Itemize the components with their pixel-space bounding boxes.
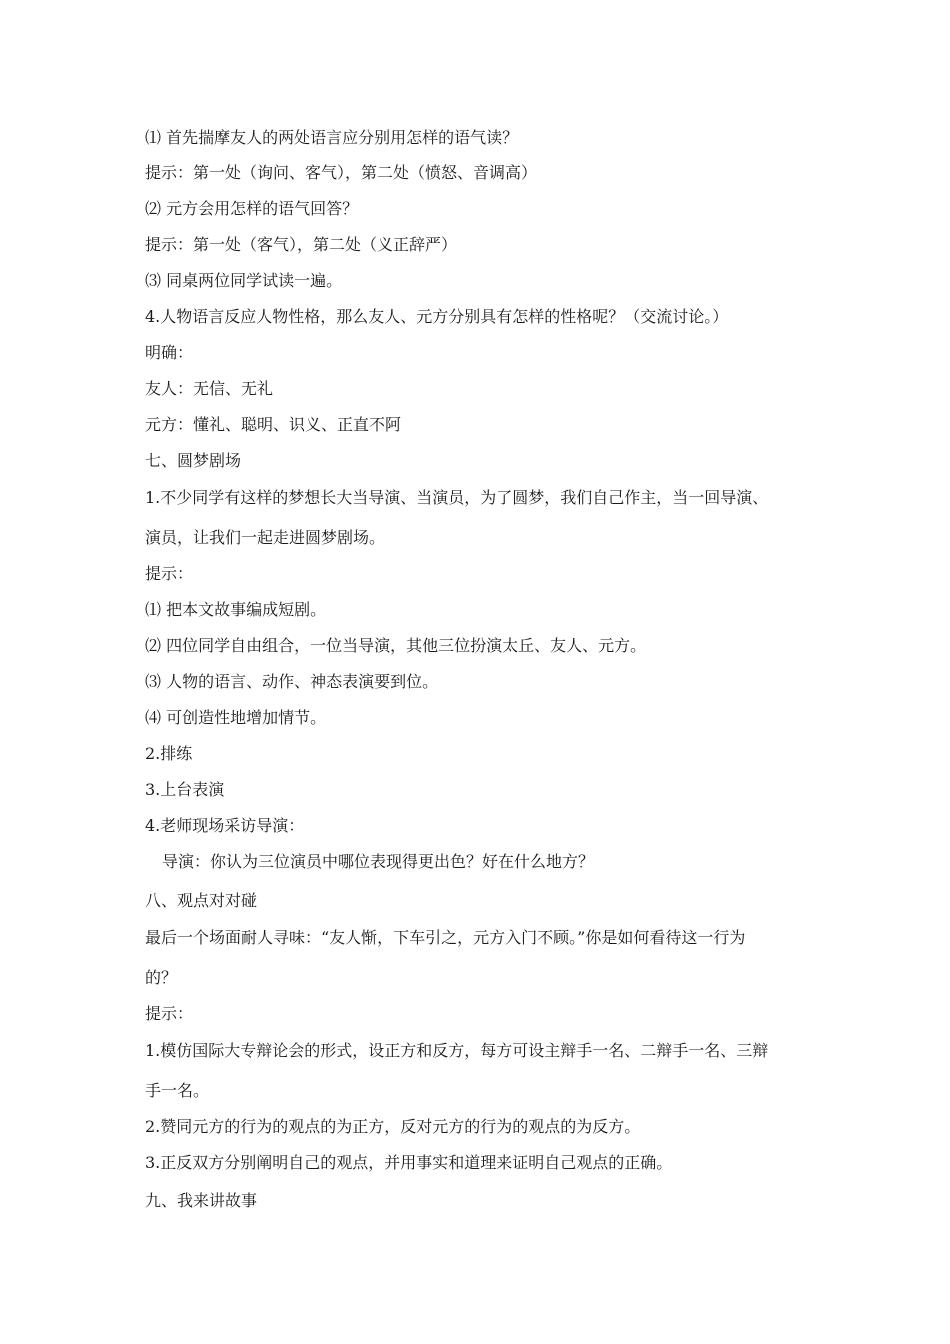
text-line: 演员，让我们一起走进圆梦剧场。 bbox=[145, 528, 386, 547]
section-heading: 九、我来讲故事 bbox=[145, 1191, 258, 1210]
text-line: 提示： bbox=[145, 1004, 194, 1023]
text-line: 元方：懂礼、聪明、识义、正直不阿 bbox=[145, 415, 402, 434]
text-line: 1.模仿国际大专辩论会的形式，设正方和反方，每方可设主辩手一名、二辩手一名、三辩 bbox=[145, 1041, 769, 1060]
text-line: 4.人物语言反应人物性格，那么友人、元方分别具有怎样的性格呢？（交流讨论。） bbox=[145, 307, 729, 326]
text-line: 3.正反双方分别阐明自己的观点，并用事实和道理来证明自己观点的正确。 bbox=[145, 1153, 673, 1172]
text-line: 2.赞同元方的行为的观点的为正方，反对元方的行为的观点的为反方。 bbox=[145, 1117, 641, 1136]
text-line: ⑴ 把本文故事编成短剧。 bbox=[145, 600, 327, 619]
text-line: 友人：无信、无礼 bbox=[145, 379, 274, 398]
text-line: ⑶ 同桌两位同学试读一遍。 bbox=[145, 271, 343, 290]
text-line: 提示：第一处（询问、客气），第二处（愤怒、音调高） bbox=[145, 163, 538, 182]
text-line: ⑶ 人物的语言、动作、神态表演要到位。 bbox=[145, 672, 439, 691]
text-line: 明确： bbox=[145, 343, 194, 362]
text-line: 最后一个场面耐人寻味：“友人惭，下车引之，元方入门不顾。”你是如何看待这一行为 bbox=[145, 928, 746, 947]
text-line: 4.老师现场采访导演： bbox=[145, 816, 305, 835]
text-line: 3.上台表演 bbox=[145, 780, 225, 799]
text-line: 提示： bbox=[145, 564, 194, 583]
text-line: 1.不少同学有这样的梦想长大当导演、当演员，为了圆梦，我们自己作主，当一回导演、 bbox=[145, 488, 769, 507]
text-line: 2.排练 bbox=[145, 744, 193, 763]
text-line: 的？ bbox=[145, 968, 178, 987]
text-line: 提示：第一处（客气），第二处（义正辞严） bbox=[145, 235, 458, 254]
text-line: ⑷ 可创造性地增加情节。 bbox=[145, 708, 327, 727]
text-line: ⑴ 首先揣摩友人的两处语言应分别用怎样的语气读？ bbox=[145, 128, 519, 147]
text-line: 导演：你认为三位演员中哪位表现得更出色？好在什么地方？ bbox=[162, 852, 595, 871]
section-heading: 七、圆梦剧场 bbox=[145, 451, 242, 470]
text-line: ⑵ 四位同学自由组合，一位当导演，其他三位扮演太丘、友人、元方。 bbox=[145, 636, 647, 655]
text-line: 手一名。 bbox=[145, 1081, 210, 1100]
text-line: ⑵ 元方会用怎样的语气回答？ bbox=[145, 199, 359, 218]
section-heading: 八、观点对对碰 bbox=[145, 891, 258, 910]
